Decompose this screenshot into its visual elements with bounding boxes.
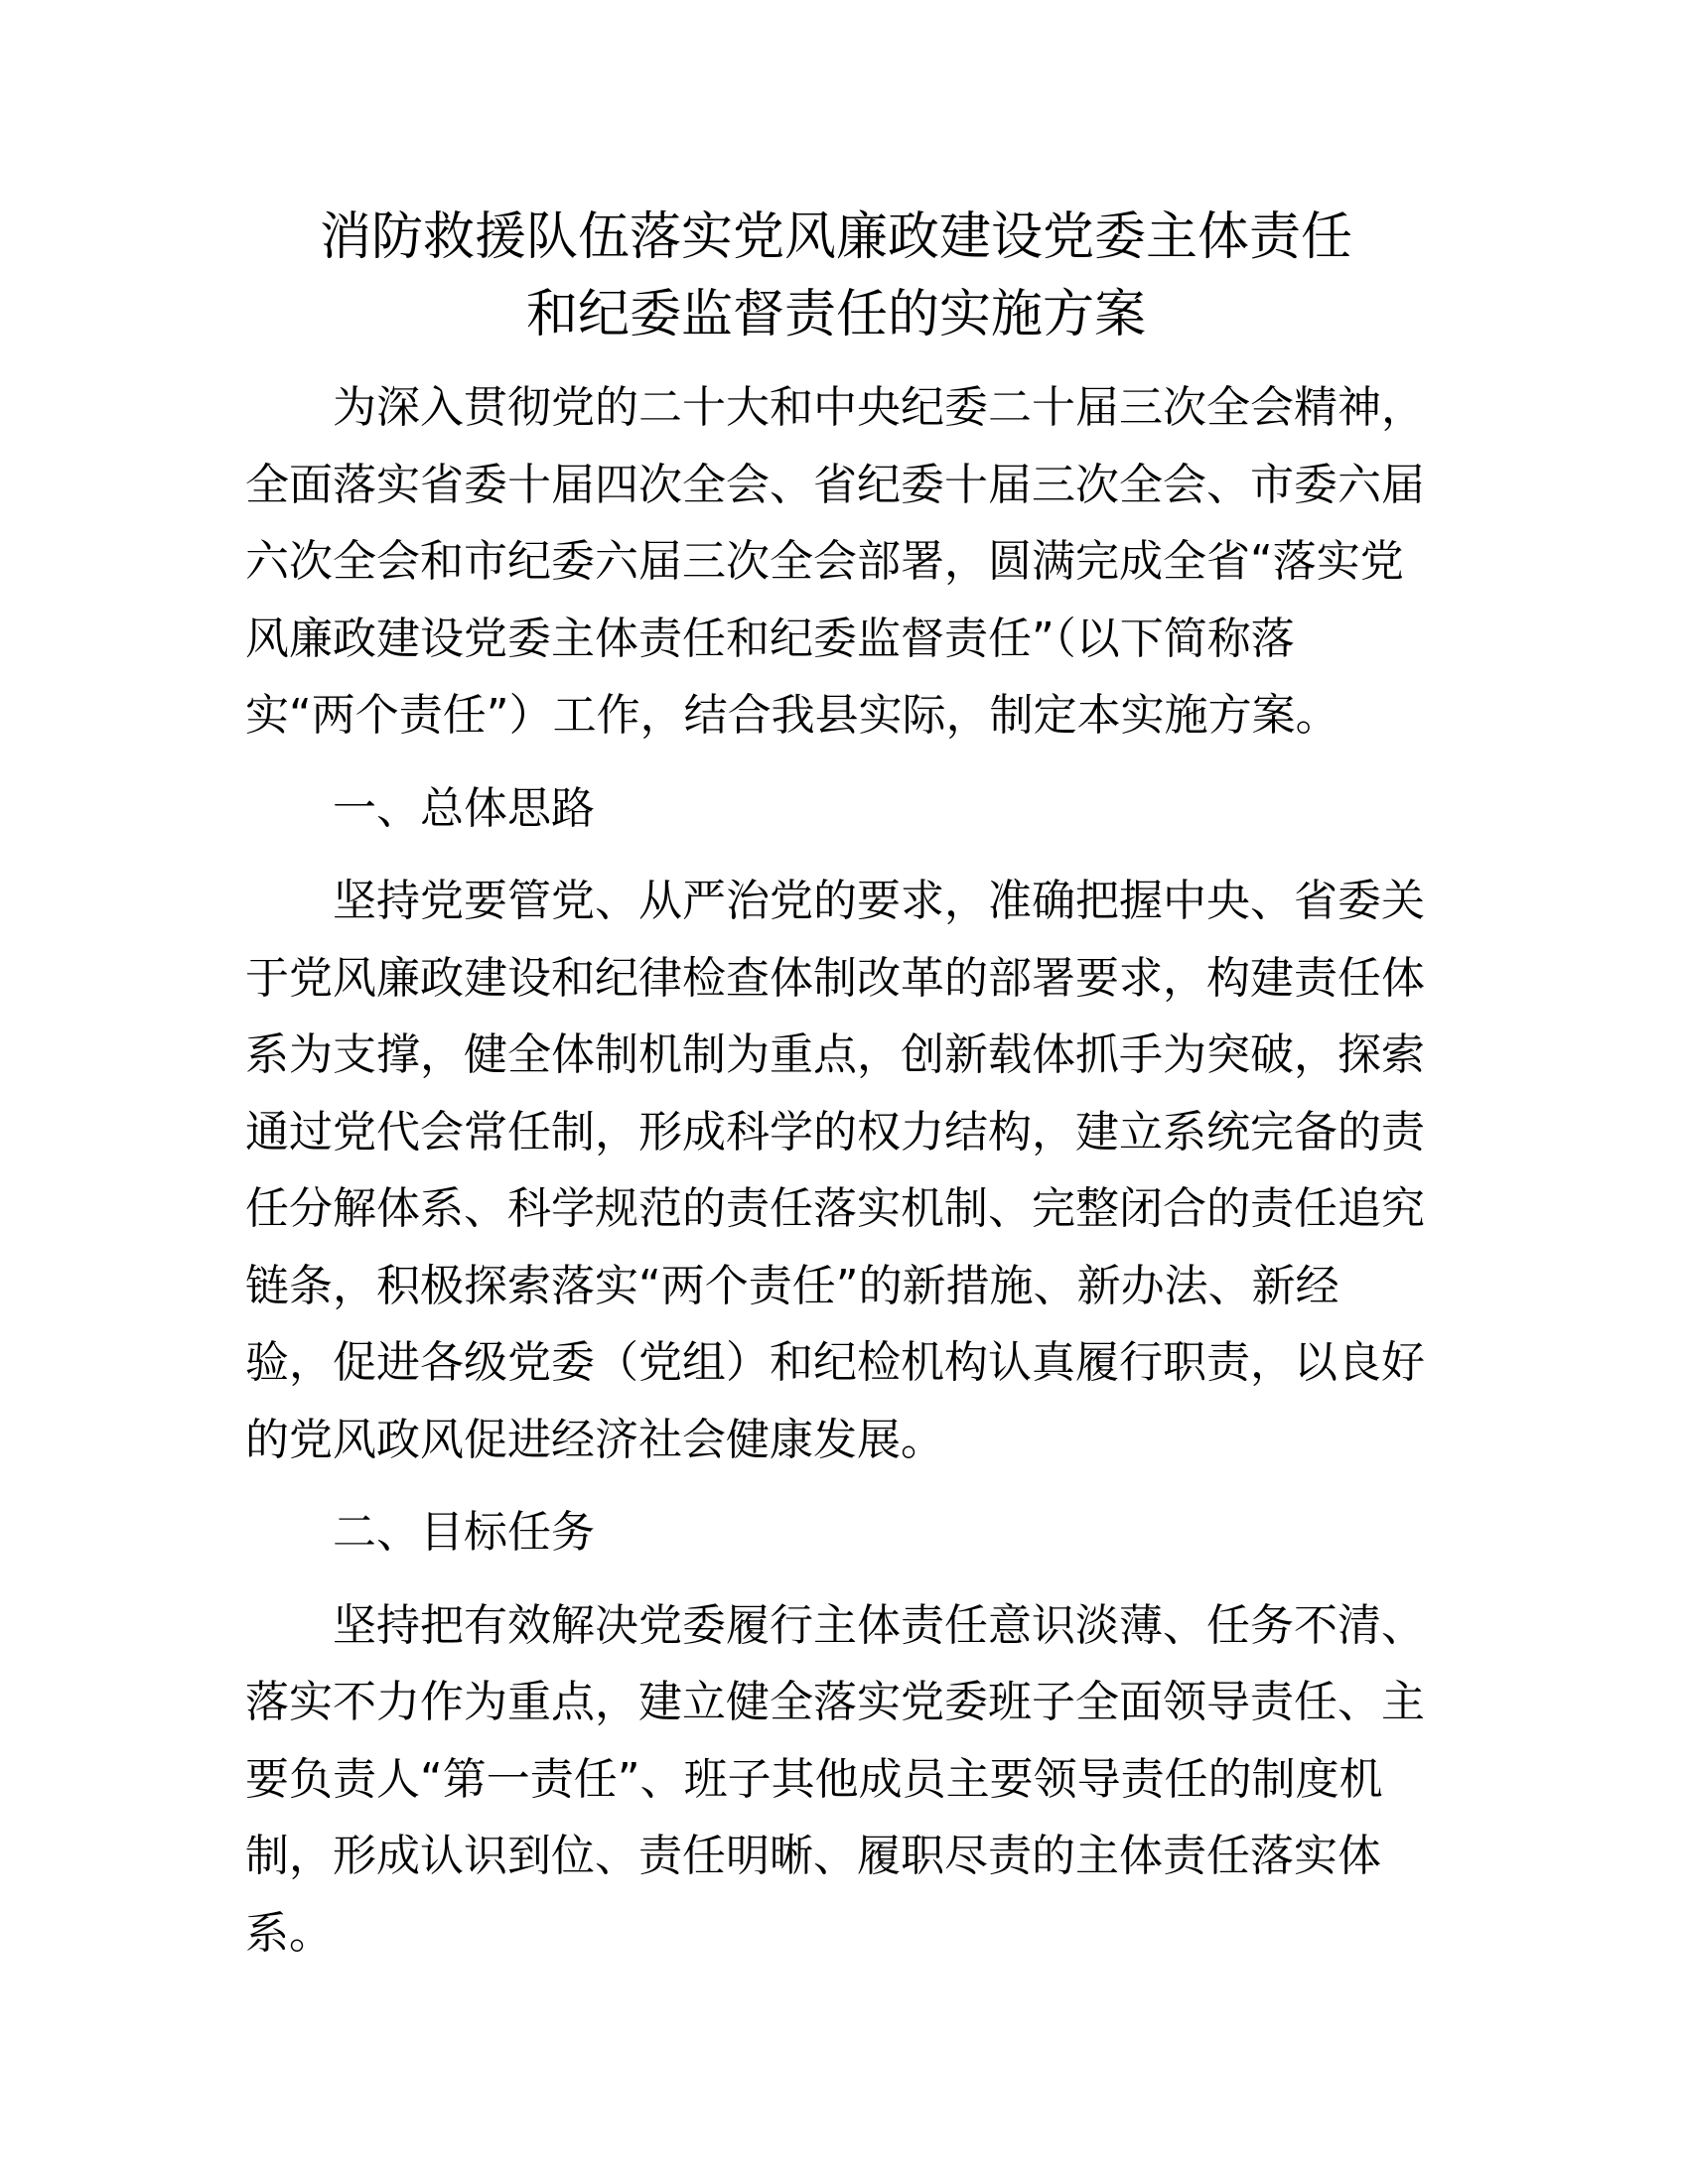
paragraph-line: 链条，积极探索落实“两个责任”的新措施、新办法、新经	[245, 1260, 1339, 1311]
paragraph-line: 通过党代会常任制，形成科学的权力结构，建立系统完备的责	[245, 1106, 1425, 1158]
paragraph-line: 坚持把有效解决党委履行主体责任意识淡薄、任务不清、	[333, 1599, 1425, 1651]
paragraph-line: 全面落实省委十届四次全会、省纪委十届三次全会、市委六届	[245, 459, 1425, 510]
section2-paragraph	[245, 1587, 1427, 1973]
section-heading: 二、目标任务	[333, 1507, 595, 1558]
paragraph-line: 制，形成认识到位、责任明晰、履职尽责的主体责任落实体	[245, 1831, 1381, 1881]
section-heading: 一、总体思路	[333, 782, 595, 834]
section1-paragraph	[245, 863, 1427, 1478]
intro-paragraph	[245, 369, 1427, 754]
paragraph-line: 六次全会和市纪委六届三次全会部署，圆满完成全省“落实党	[245, 536, 1404, 587]
paragraph-line: 于党风廉政建设和纪律检查体制改革的部署要求，构建责任体	[245, 952, 1425, 1004]
title-line: 和纪委监督责任的实施方案	[525, 285, 1146, 344]
paragraph-line: 为深入贯彻党的二十大和中央纪委二十届三次全会精神，	[333, 382, 1425, 433]
paragraph-line: 坚持党要管党、从严治党的要求，准确把握中央、省委关	[333, 876, 1425, 926]
title-line: 消防救援队伍落实党风廉政建设党委主体责任	[319, 207, 1352, 267]
paragraph-line: 风廉政建设党委主体责任和纪委监督责任”（以下简称落	[245, 613, 1295, 664]
paragraph-line: 实“两个责任”）工作，结合我县实际，制定本实施方案。	[245, 690, 1339, 741]
document-page	[245, 199, 1427, 1972]
paragraph-line: 系。	[245, 1907, 333, 1959]
paragraph-line: 落实不力作为重点，建立健全落实党委班子全面领导责任、主	[245, 1677, 1425, 1727]
paragraph-line: 验，促进各级党委（党组）和纪检机构认真履行职责，以良好	[245, 1337, 1425, 1388]
paragraph-line: 任分解体系、科学规范的责任落实机制、完整闭合的责任追究	[245, 1183, 1425, 1234]
document-title	[215, 199, 1457, 353]
paragraph-line: 要负责人“第一责任”、班子其他成员主要领导责任的制度机	[245, 1753, 1383, 1805]
paragraph-line: 系为支撑，健全体制机制为重点，创新载体抓手为突破，探索	[245, 1029, 1425, 1080]
paragraph-line: 的党风政风促进经济社会健康发展。	[245, 1414, 944, 1465]
